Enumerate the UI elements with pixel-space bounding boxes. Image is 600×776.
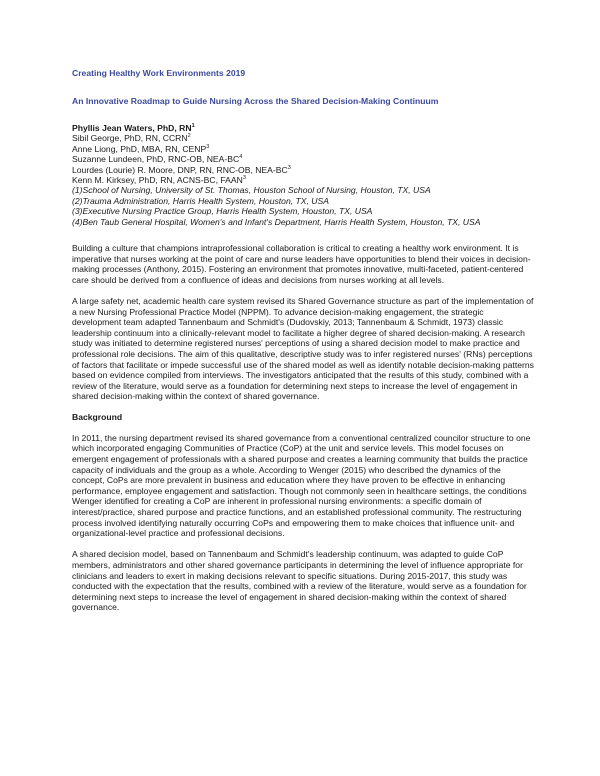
author-3: Anne Liong, PhD, MBA, RN, CENP$^3$ (72, 143, 210, 154)
author-4: Suzanne Lundeen, PhD, RNC-OB, NEA-$BC^4$ (72, 154, 243, 165)
intro-paragraph-2: A large safety net, academic health care system revised its Shared Governance structure as part of the implementation of a new Nursing Professional Practice Model (NPPM). To advance decision-making engagement, the strategic development team adapted Tannenbaum and Schmidt's (Dudovskiy, 2013; Tannenbaum & Schmidt, 1973) classic leadership continuum into a clinically-relevant model to facilitate a higher degree of shared decision-making. A research study was initiated to determine registered nurses' perceptions of using a shared decision model to make practice and professional role decisions. The aim of this qualitative, descriptive study was to infer registered nurses' (RNs) perceptions of factors that facilitate or impede successful use of the shared model as well as identify notable decision-making patterns based on evidence compiled from interviews. The investigators anticipated that the results of this study, combined with a review of the literature, would serve as a foundation for determining next steps to increase the level of engagement in shared decision-making within the context of shared governance. (72, 295, 534, 402)
affiliation-1: (1)School of Nursing, University of St. Thomas, Houston School of Nursing, Houston, TX, USA (72, 185, 431, 196)
author-1: Phyllis Jean Waters, PhD, $RN^1$ (72, 123, 195, 133)
background-paragraph-1: In 2011, the nursing department revised its shared governance from a conventional centralized councilor structure to one which incorporated engaging Communities of Practice (CoP) at the unit and service levels. This model focuses on emergent engagement of professionals with a shared purpose and creates a learning community that builds the practice capacity of individuals and the group as a whole. According to Wenger (2015) who described the dynamics of the concept, CoPs are more prevalent in business and education where they have proven to be effective in enhancing performance, employee engagement and satisfaction. Though not commonly seen in healthcare settings, the conditions Wenger identified for creating a CoP are inherent in professional nursing environments: a specific domain of interest/practice, shared purpose and practice functions, and an established professional community. The restructuring process involved identifying naturally occurring CoPs and empowering them to make choices that influence unit- and organizational-level practice and professional decisions. (72, 432, 531, 539)
author-2: Sibil George, PhD, RN, CCRN$^2$ (72, 133, 191, 144)
affiliation-list (72, 185, 534, 227)
section-heading-background: Background (72, 412, 123, 423)
affiliation-2: (2)Trauma Administration, Harris Health System, Houston, TX, USA (72, 195, 329, 206)
background-paragraph-2: A shared decision model, based on Tannenbaum and Schmidt's leadership continuum, was adapted to guide CoP members, administrators and other shared governance participants in determining the level of influence appropriate for clinicians and leaders to exert in making decisions relevant to specific situations. During 2015-2017, this study was conducted with the expectation that the results, combined with a review of the literature, would serve as a foundation for determining next steps to increase the level of engagement in shared decision-making within the context of shared governance. (72, 549, 527, 613)
author-5: Lourdes (Lourie) R. Moore, DNP, RN, RNC-OB, NEA-$BC^3$ (72, 164, 291, 175)
document-page (72, 68, 534, 623)
affiliation-3: (3)Executive Nursing Practice Group, Harris Health System, Houston, TX, USA (72, 206, 373, 217)
author-list (72, 123, 534, 185)
article-title: An Innovative Roadmap to Guide Nursing Across the Shared Decision-Making Continuum (72, 96, 439, 106)
intro-paragraph-1: Building a culture that champions intraprofessional collaboration is critical to creating a healthy work environment. It is imperative that nurses working at the point of care and nurse leaders have opportunities to blend their voices in decision-making processes (Anthony, 2015). Fostering an environment that promotes innovative, multi-faceted, patient-centered care should be derived from a confluence of ideas and decisions from nurses working at all levels. (72, 243, 531, 285)
series-title: Creating Healthy Work Environments 2019 (72, 68, 246, 78)
author-6: Kenn M. Kirksey, PhD, RN, ACNS-BC, FAAN$^3$ (72, 175, 246, 186)
affiliation-4: (4)Ben Taub General Hospital, Women's and Infant's Department, Harris Health System, Houston, TX, USA (72, 216, 481, 227)
